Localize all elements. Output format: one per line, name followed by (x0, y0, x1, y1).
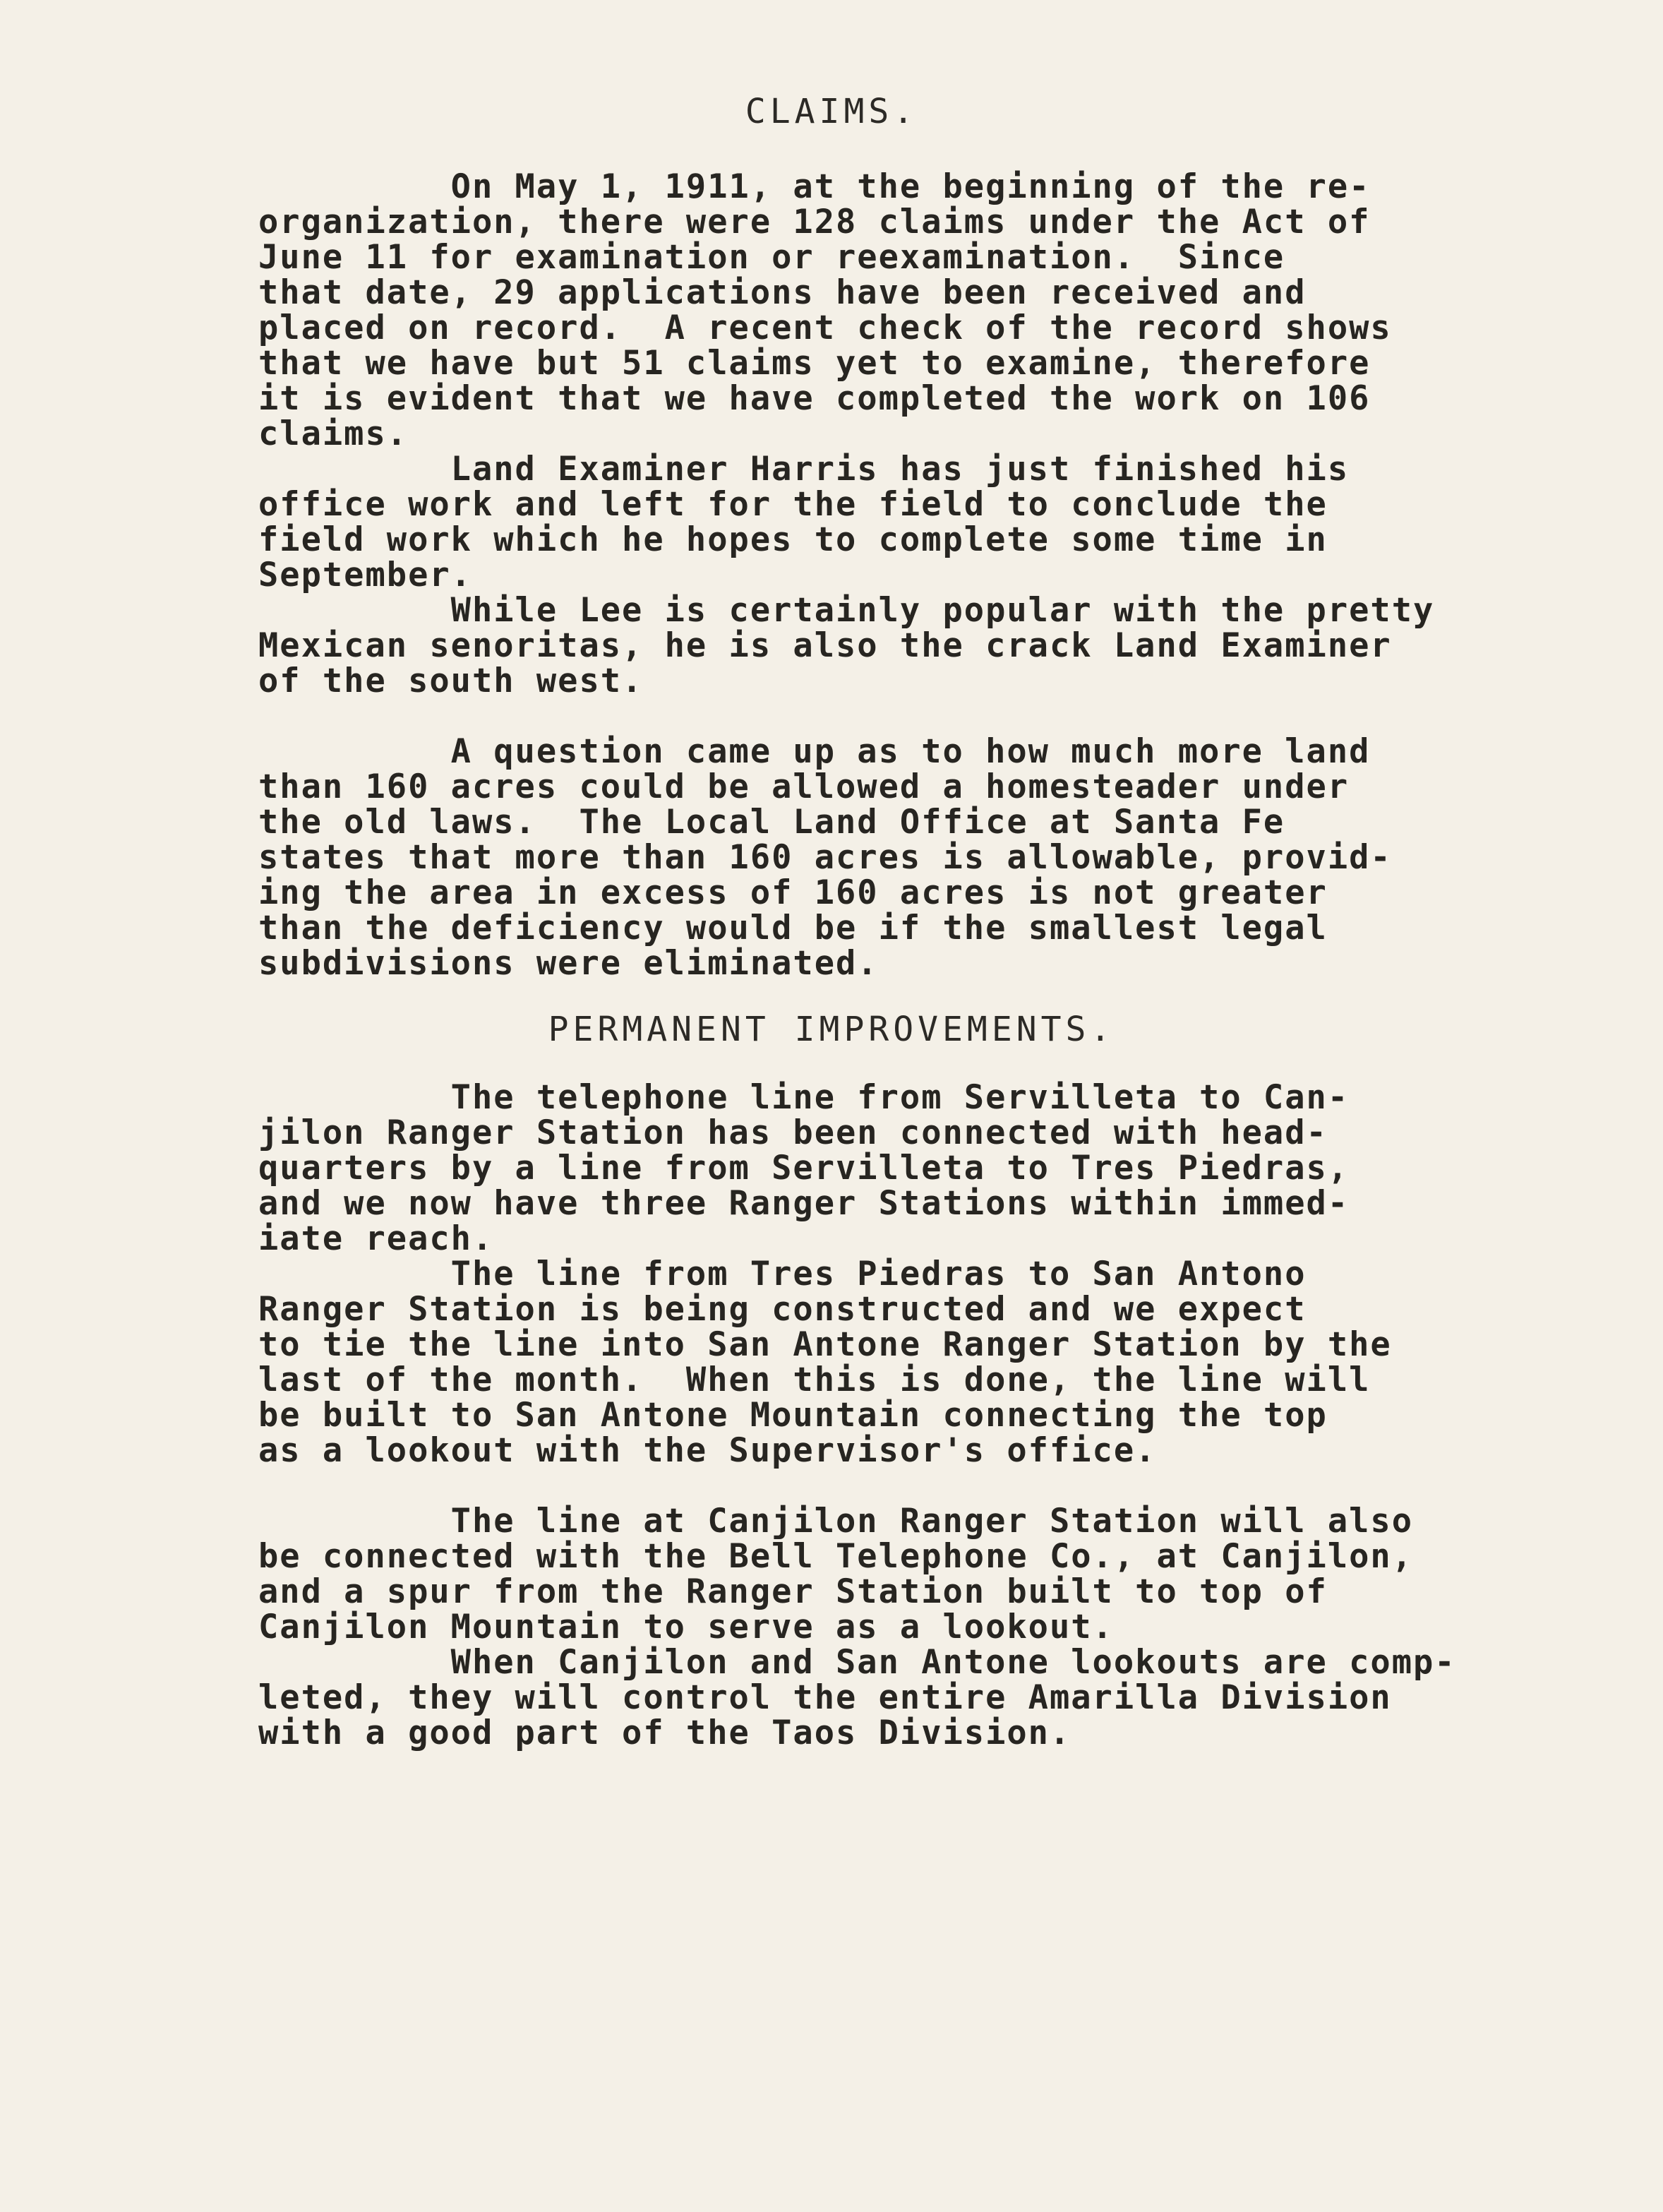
text-line: Land Examiner Harris has just finished his (258, 450, 1350, 489)
text-line: states that more than 160 acres is allowable, provid- (258, 838, 1392, 877)
text-line: organization, there were 128 claims under the Act of (258, 203, 1371, 241)
claims-heading: CLAIMS. (745, 92, 918, 131)
text-line: as a lookout with the Supervisor's office. (258, 1431, 1157, 1470)
text-line: it is evident that we have completed the work on 106 (258, 379, 1371, 418)
text-line: ing the area in excess of 160 acres is not greater (258, 873, 1328, 912)
improvements-paragraph-2 (258, 1504, 1529, 1751)
claims-paragraph-2 (258, 452, 1529, 699)
text-line: June 11 for examination or reexamination. Since (258, 238, 1285, 277)
text-line: with a good part of the Taos Division. (258, 1714, 1071, 1752)
text-line: that we have but 51 claims yet to examine, therefore (258, 344, 1371, 383)
text-line: than the deficiency would be if the smallest legal (258, 909, 1328, 947)
text-line: placed on record. A recent check of the record shows (258, 309, 1392, 347)
text-line: The line at Canjilon Ranger Station will also (258, 1502, 1414, 1541)
text-line: Mexican senoritas, he is also the crack Land Examiner (258, 626, 1392, 665)
text-line: that date, 29 applications have been received and (258, 273, 1307, 312)
text-line: the old laws. The Local Land Office at Santa Fe (258, 803, 1285, 842)
text-line: When Canjilon and San Antone lookouts are comp- (258, 1643, 1456, 1682)
text-line: and a spur from the Ranger Station built to top of (258, 1572, 1328, 1611)
text-line: be built to San Antone Mountain connecting the top (258, 1396, 1328, 1435)
text-line: be connected with the Bell Telephone Co., at Canjilon, (258, 1537, 1414, 1576)
text-line: claims. (258, 414, 409, 453)
text-line: On May 1, 1911, at the beginning of the re- (258, 167, 1371, 206)
text-line: Ranger Station is being constructed and we expect (258, 1290, 1307, 1329)
text-line: office work and left for the field to conclude the (258, 485, 1328, 524)
text-line: subdivisions were eliminated. (258, 944, 879, 983)
text-line: The line from Tres Piedras to San Antono (258, 1255, 1307, 1293)
text-line: leted, they will control the entire Amarilla Division (258, 1678, 1392, 1717)
text-line: iate reach. (258, 1219, 494, 1258)
claims-paragraph-1 (258, 169, 1529, 452)
text-line: and we now have three Ranger Stations within immed- (258, 1184, 1350, 1223)
text-line: September. (258, 556, 472, 594)
text-line: quarters by a line from Servilleta to Tres Piedras, (258, 1149, 1350, 1188)
text-line: Canjilon Mountain to serve as a lookout. (258, 1608, 1114, 1646)
text-line: While Lee is certainly popular with the pretty (258, 591, 1435, 630)
text-line: to tie the line into San Antone Ranger Station by the (258, 1325, 1392, 1364)
improvements-paragraph-1 (258, 1080, 1529, 1469)
text-line: field work which he hopes to complete some time in (258, 520, 1328, 559)
text-line: than 160 acres could be allowed a homesteader under (258, 767, 1350, 806)
text-line: jilon Ranger Station has been connected with head- (258, 1113, 1328, 1152)
improvements-heading: PERMANENT IMPROVEMENTS. (548, 1010, 1115, 1049)
text-line: A question came up as to how much more land (258, 732, 1371, 771)
claims-paragraph-3 (258, 734, 1529, 981)
text-line: of the south west. (258, 662, 644, 700)
text-line: The telephone line from Servilleta to Can- (258, 1078, 1350, 1117)
text-line: last of the month. When this is done, the line will (258, 1361, 1371, 1399)
